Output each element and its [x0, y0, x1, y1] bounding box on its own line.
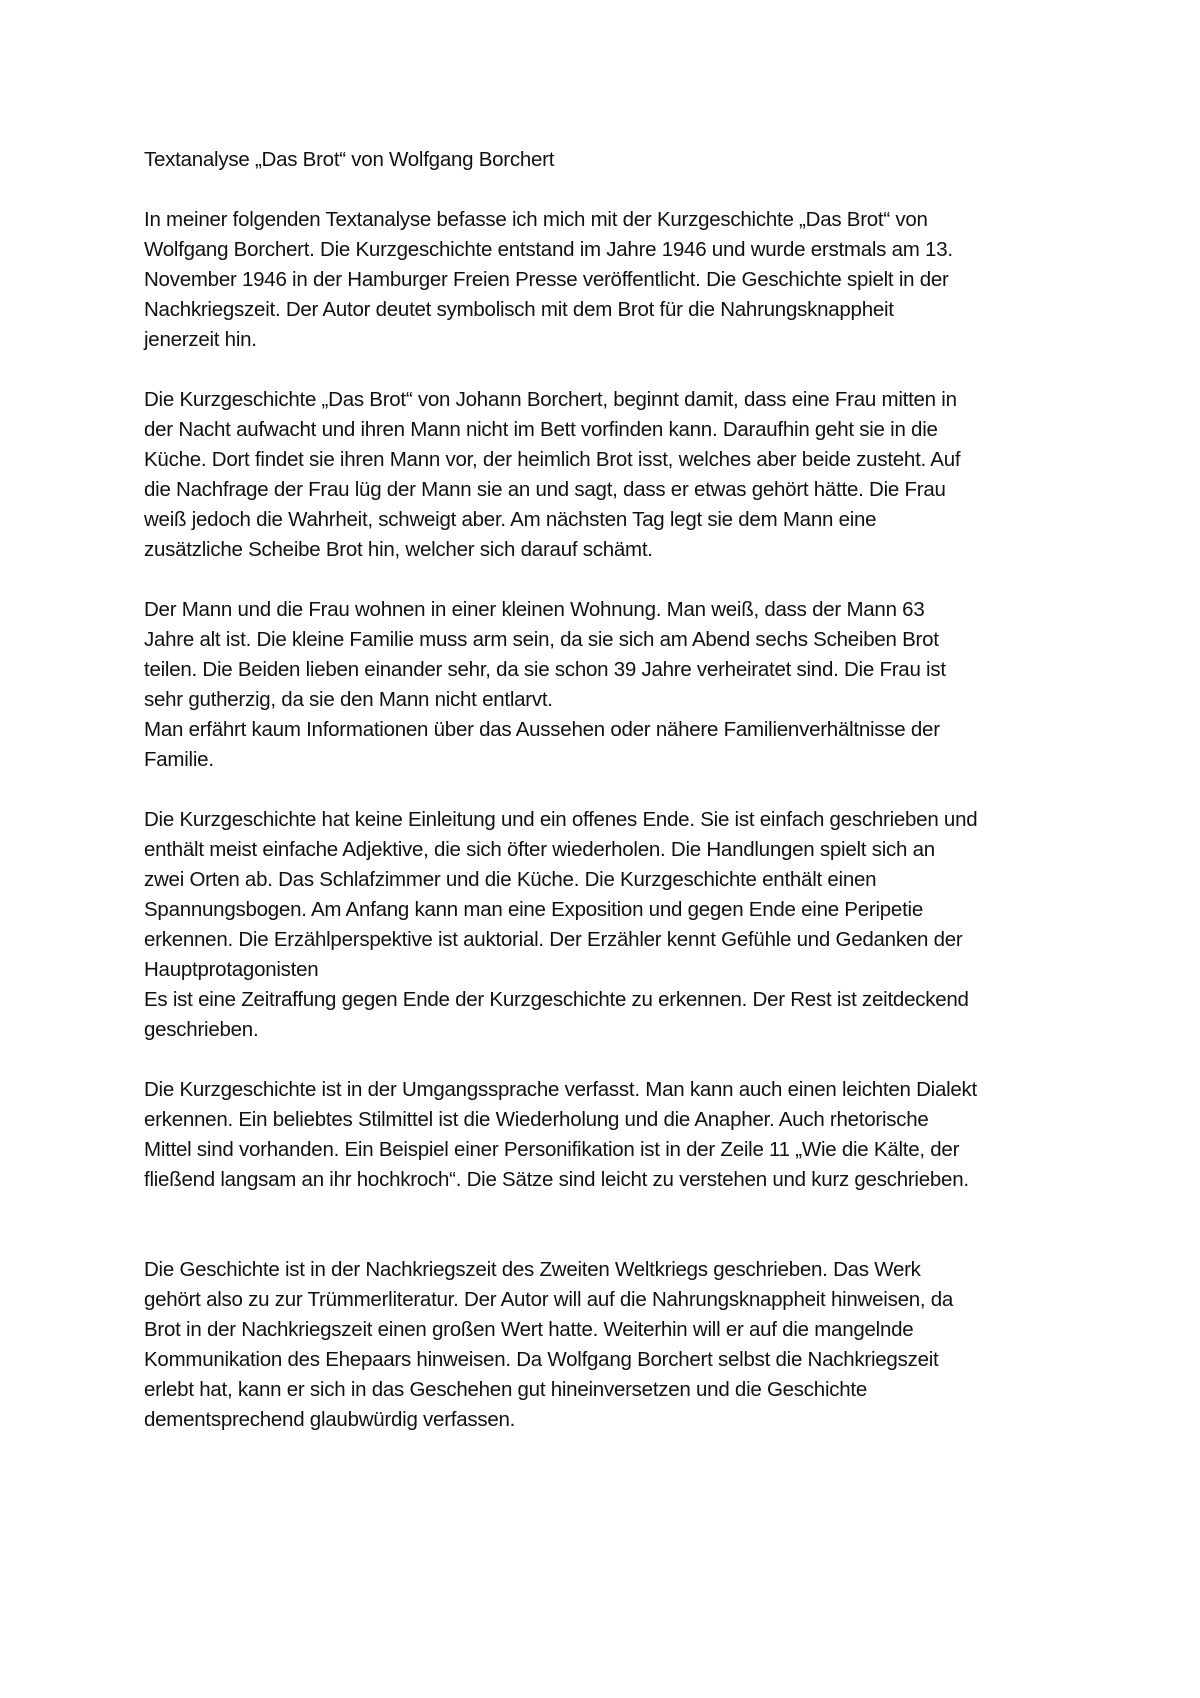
text-line: Es ist eine Zeitraffung gegen Ende der Kurzgeschichte zu erkennen. Der Rest ist zeitdeckend: [144, 988, 969, 1011]
text-line: Der Mann und die Frau wohnen in einer kleinen Wohnung. Man weiß, dass der Mann 63: [144, 598, 925, 621]
text-line: erkennen. Ein beliebtes Stilmittel ist die Wiederholung und die Anapher. Auch rhetorische: [144, 1108, 929, 1131]
paragraph-spacer: [144, 355, 1074, 385]
text-line: Küche. Dort findet sie ihren Mann vor, der heimlich Brot isst, welches aber beide zusteht. Auf: [144, 448, 961, 471]
paragraph-spacer: [144, 775, 1074, 805]
text-line: Spannungsbogen. Am Anfang kann man eine Exposition und gegen Ende eine Peripetie: [144, 898, 923, 921]
text-line: Mittel sind vorhanden. Ein Beispiel einer Personifikation ist in der Zeile 11 „Wie die Kälte, der: [144, 1138, 960, 1161]
text-line: Die Kurzgeschichte ist in der Umgangssprache verfasst. Man kann auch einen leichten Dialekt: [144, 1078, 977, 1101]
text-line: Familie.: [144, 748, 214, 771]
document-text: [144, 205, 1074, 1435]
text-line: teilen. Die Beiden lieben einander sehr, da sie schon 39 Jahre verheiratet sind. Die Frau ist: [144, 658, 946, 681]
paragraph-spacer: [144, 1195, 1074, 1225]
text-line: Man erfährt kaum Informationen über das Aussehen oder nähere Familienverhältnisse der: [144, 718, 940, 741]
text-line: erlebt hat, kann er sich in das Geschehen gut hineinversetzen und die Geschichte: [144, 1378, 868, 1401]
text-line: geschrieben.: [144, 1018, 259, 1041]
text-line: sehr gutherzig, da sie den Mann nicht entlarvt.: [144, 688, 553, 711]
text-line: Die Kurzgeschichte „Das Brot“ von Johann Borchert, beginnt damit, dass eine Frau mitten in: [144, 388, 957, 411]
text-line: Die Geschichte ist in der Nachkriegszeit des Zweiten Weltkriegs geschrieben. Das Werk: [144, 1258, 921, 1281]
paragraph-spacer: [144, 1045, 1074, 1075]
text-line: Die Kurzgeschichte hat keine Einleitung und ein offenes Ende. Sie ist einfach geschrieben und: [144, 808, 978, 831]
text-line: die Nachfrage der Frau lüg der Mann sie an und sagt, dass er etwas gehört hätte. Die Frau: [144, 478, 946, 501]
text-line: enthält meist einfache Adjektive, die sich öfter wiederholen. Die Handlungen spielt sich an: [144, 838, 935, 861]
text-line: Hauptprotagonisten: [144, 958, 319, 981]
text-line: gehört also zu zur Trümmerliteratur. Der Autor will auf die Nahrungsknappheit hinweisen, da: [144, 1288, 954, 1311]
paragraph-spacer: [144, 1225, 1074, 1255]
text-line: erkennen. Die Erzählperspektive ist auktorial. Der Erzähler kennt Gefühle und Gedanken der: [144, 928, 963, 951]
text-line: Kommunikation des Ehepaars hinweisen. Da Wolfgang Borchert selbst die Nachkriegszeit: [144, 1348, 939, 1371]
text-line: Brot in der Nachkriegszeit einen großen Wert hatte. Weiterhin will er auf die mangelnde: [144, 1318, 914, 1341]
paragraph-spacer: [144, 175, 1074, 205]
text-line: Nachkriegszeit. Der Autor deutet symbolisch mit dem Brot für die Nahrungsknappheit: [144, 298, 894, 321]
text-line: weiß jedoch die Wahrheit, schweigt aber. Am nächsten Tag legt sie dem Mann eine: [144, 508, 877, 531]
text-line: Wolfgang Borchert. Die Kurzgeschichte entstand im Jahre 1946 und wurde erstmals am 13.: [144, 238, 953, 261]
text-line: November 1946 in der Hamburger Freien Presse veröffentlicht. Die Geschichte spielt in der: [144, 268, 949, 291]
text-line: zwei Orten ab. Das Schlafzimmer und die Küche. Die Kurzgeschichte enthält einen: [144, 868, 877, 891]
text-line: der Nacht aufwacht und ihren Mann nicht im Bett vorfinden kann. Daraufhin geht sie in die: [144, 418, 938, 441]
document-body: [144, 145, 1074, 1435]
paragraph-spacer: [144, 565, 1074, 595]
text-line: In meiner folgenden Textanalyse befasse ich mich mit der Kurzgeschichte „Das Brot“ von: [144, 208, 928, 231]
text-line: fließend langsam an ihr hochkroch“. Die Sätze sind leicht zu verstehen und kurz geschrieben.: [144, 1168, 969, 1191]
text-line: zusätzliche Scheibe Brot hin, welcher sich darauf schämt.: [144, 538, 653, 561]
text-line: jenerzeit hin.: [144, 328, 257, 351]
text-line: dementsprechend glaubwürdig verfassen.: [144, 1408, 516, 1431]
text-line: Jahre alt ist. Die kleine Familie muss arm sein, da sie sich am Abend sechs Scheiben Brot: [144, 628, 939, 651]
document-title: Textanalyse „Das Brot“ von Wolfgang Borchert: [144, 148, 555, 171]
